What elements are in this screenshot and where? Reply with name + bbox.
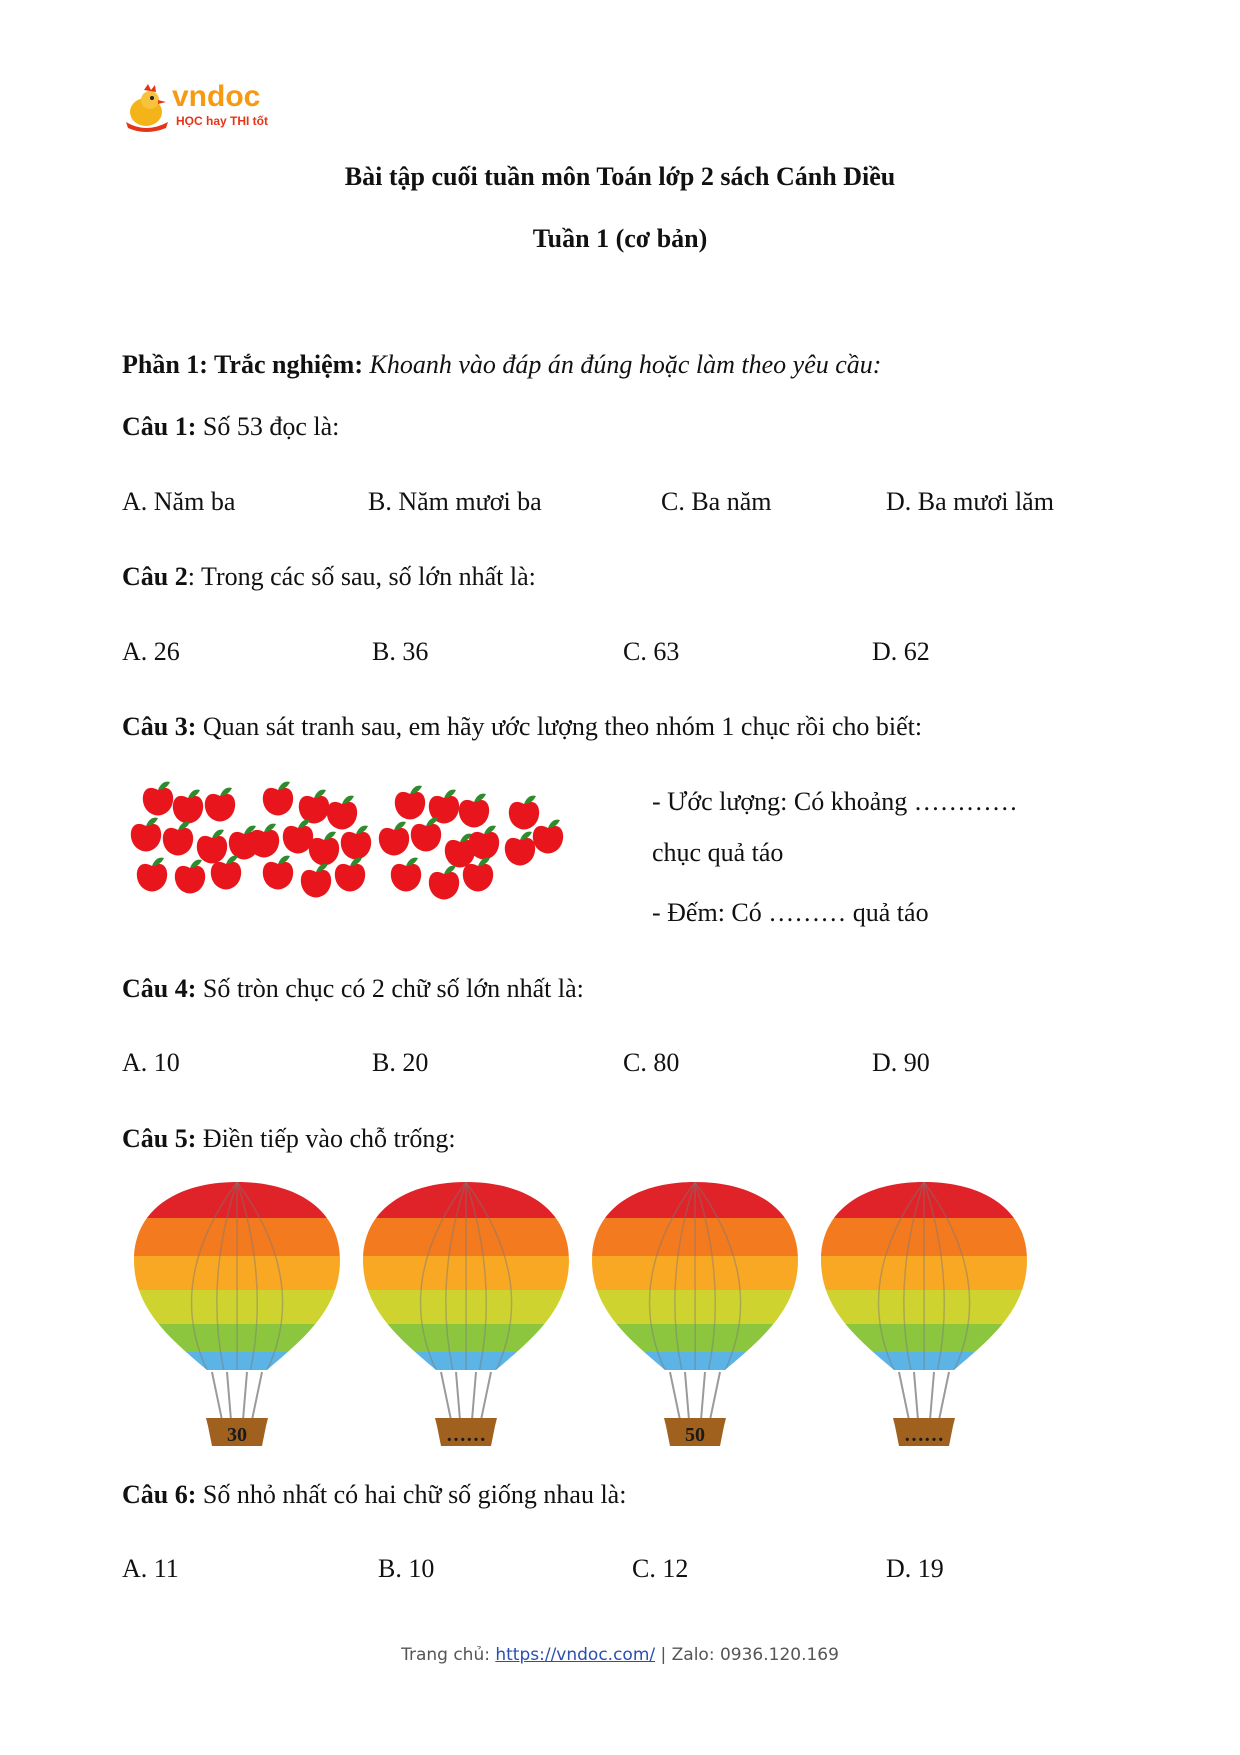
question-5 [122,1124,456,1154]
footer-link[interactable]: https://vndoc.com/ [495,1645,656,1665]
footer [0,1645,1240,1665]
hot-air-balloon [361,1180,571,1448]
hot-air-balloon [819,1180,1029,1448]
vndoc-logo[interactable] [122,78,292,138]
apple-icon [391,858,421,892]
balloon-number: 30 [227,1424,247,1446]
q1-option-a[interactable]: A. Năm ba [122,487,236,516]
q2-option-b[interactable]: B. 36 [372,637,429,666]
q1-option-c[interactable]: C. Ba năm [661,487,772,516]
question-3-text: Quan sát tranh sau, em hãy ước lượng theo nhóm 1 chục rồi cho biết: [196,712,923,741]
question-5-text: Điền tiếp vào chỗ trống: [196,1124,456,1153]
apple-icon [143,782,173,816]
part1-heading [122,350,881,380]
q3-estimate-line1: - Ước lượng: Có khoảng ………… [652,787,1018,816]
page-subtitle: Tuần 1 (cơ bản) [532,224,708,253]
q6-option-b[interactable]: B. 10 [378,1554,435,1583]
apple-icon [197,830,227,864]
part1-label: Phần 1: Trắc nghiệm: [122,350,363,379]
logo-brand: vndoc [172,80,261,113]
q4-option-d[interactable]: D. 90 [872,1048,930,1077]
balloon-number: …… [446,1424,486,1446]
logo-slogan: HỌC hay THI tốt [176,114,268,128]
apple-icon [505,832,535,866]
apple-icon [163,822,193,856]
footer-prefix: Trang chủ: [401,1645,496,1665]
question-1-label: Câu 1: [122,412,197,441]
apple-icon [263,782,293,816]
apple-icon [175,860,205,894]
question-2 [122,562,536,592]
apple-icon [131,818,161,852]
q6-option-c[interactable]: C. 12 [632,1554,689,1583]
question-4 [122,974,584,1004]
footer-suffix: | Zalo: 0936.120.169 [655,1645,839,1665]
question-6-text: Số nhỏ nhất có hai chữ số giống nhau là: [196,1480,627,1509]
question-1-text: Số 53 đọc là: [196,412,340,441]
apple-icon [327,796,357,830]
question-2-label: Câu 2 [122,562,188,591]
apple-icon [137,858,167,892]
q6-option-a[interactable]: A. 11 [122,1554,179,1583]
question-6 [122,1480,626,1510]
question-5-label: Câu 5: [122,1124,197,1153]
q2-option-d[interactable]: D. 62 [872,637,930,666]
q4-option-c[interactable]: C. 80 [623,1048,680,1077]
question-3-label: Câu 3: [122,712,197,741]
q1-option-b[interactable]: B. Năm mươi ba [368,487,542,516]
question-2-text: : Trong các số sau, số lớn nhất là: [187,562,536,591]
apple-icon [533,820,563,854]
question-1 [122,412,339,442]
hot-air-balloon [132,1180,342,1448]
q4-option-b[interactable]: B. 20 [372,1048,429,1077]
q1-option-d[interactable]: D. Ba mươi lăm [886,487,1054,516]
apple-icon [411,818,441,852]
apple-icon [299,790,329,824]
question-3 [122,712,922,742]
apple-icon [459,794,489,828]
balloon-number: …… [904,1424,944,1446]
part1-instruction: Khoanh vào đáp án đúng hoặc làm theo yêu cầu: [369,350,882,379]
balloon-number: 50 [685,1424,705,1446]
hot-air-balloon [590,1180,800,1448]
apple-icon [379,822,409,856]
apple-icon [309,832,339,866]
q2-option-a[interactable]: A. 26 [122,637,180,666]
apple-icon [509,796,539,830]
apple-icon [301,864,331,898]
apple-icon [283,820,313,854]
apple-icon [469,826,499,860]
question-4-text: Số tròn chục có 2 chữ số lớn nhất là: [196,974,584,1003]
q2-option-c[interactable]: C. 63 [623,637,680,666]
q3-estimate-line2: chục quả táo [652,838,784,867]
question-6-label: Câu 6: [122,1480,197,1509]
apple-icon [335,858,365,892]
apple-picture [128,778,638,928]
apple-icon [395,786,425,820]
apple-icon [205,788,235,822]
question-4-label: Câu 4: [122,974,197,1003]
apple-icon [341,826,371,860]
apple-icon [429,866,459,900]
apple-icon [173,790,203,824]
q4-option-a[interactable]: A. 10 [122,1048,180,1077]
q3-count-line: - Đếm: Có ……… quả táo [652,898,929,927]
apple-icon [263,856,293,890]
rooster-mascot-icon [122,82,172,134]
balloon-row [132,1180,1042,1450]
page-title: Bài tập cuối tuần môn Toán lớp 2 sách Cánh Diều [344,162,896,191]
q6-option-d[interactable]: D. 19 [886,1554,944,1583]
